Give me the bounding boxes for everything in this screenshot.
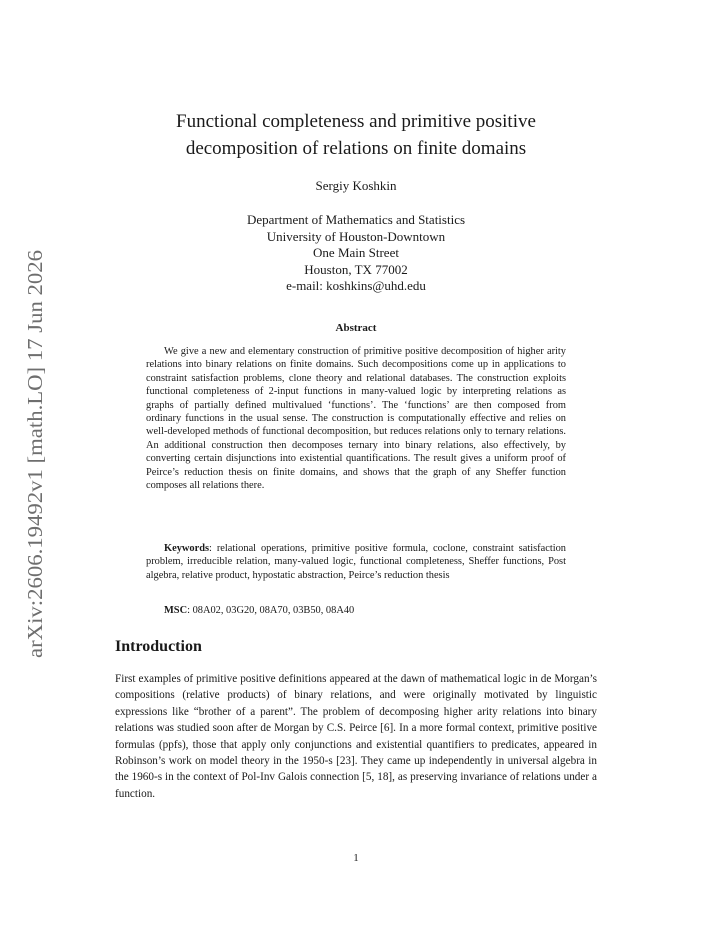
page-number: 1 [353,852,359,864]
affiliation-university: University of Houston-Downtown [266,228,446,244]
affiliation-department: Department of Mathematics and Statistics [246,212,466,227]
msc-line [164,604,566,617]
affiliation-city: Houston, TX 77002 [304,261,408,277]
arxiv-stamp [13,248,53,658]
author-name: Sergiy Koshkin [315,178,397,193]
paper-title-line-2: decomposition of relations on finite domains [185,138,527,159]
keywords-label: Keywords [164,543,210,554]
keywords-text: : relational operations, primitive positive formula, coclone, constraint satisfaction problem, irreducible relation, many-valued logic, functional completeness, Sheffer functions, Post algebra, relative product, hypostatic abstraction, Peirce’s reduction thesis [146,543,566,581]
paper-header [115,108,597,295]
section-heading-introduction: Introduction [115,638,202,655]
affiliation [115,212,597,295]
abstract-heading: Abstract [335,322,377,334]
keywords-paragraph [146,542,566,582]
arxiv-stamp-text: arXiv:2606.19492v1 [math.LO] 17 Jun 2026 [23,281,47,658]
abstract-text: We give a new and elementary construction of primitive positive decomposition of higher arity relations into binary relations on finite domains. Such decompositions come up in applications to constraint satisfaction problems, clone theory and relational databases. The construction exploits functional completeness of 2-input functions in many-valued logic by interpreting relations as graphs of partially defined multivalued ‘functions’. The ‘functions’ are then composed from ordinary functions in the usual sense. The construction is computationally effective and relies on well-developed methods of functional decomposition, but reduces relations only to ternary relations. An additional construction then decomposes ternary into binary relations, also effectively, by converting certain disjunctions into existential quantifications. The result gives a uniform proof of Peirce’s reduction thesis on finite domains, and shows that the graph of any Sheffer function composes all relations there. [146,346,566,492]
introduction-paragraph: First examples of primitive positive definitions appeared at the dawn of mathematical logic in de Morgan’s compositions (relative products) of binary relations, and were originally motivated by linguistic expressions like “brother of a parent”. The problem of decomposing higher arity relations into binary relations was studied soon after de Morgan by C.S. Peirce [6]. In a more formal context, primitive positive formulas (ppfs), those that apply only conjunctions and existential quantifiers to predicates, appeared in Robinson’s work on model theory in the 1950-s [23]. They came up independently in universal algebra in the 1960-s in the context of Pol-Inv Galois connection [5, 18], as preserving invariance of relations under a function. [115,673,597,800]
msc-label: MSC [164,605,188,616]
paper-title-line-1: Functional completeness and primitive positive [176,111,536,132]
affiliation-street: One Main Street [313,245,399,260]
msc-codes: : 08A02, 03G20, 08A70, 03B50, 08A40 [187,605,355,616]
affiliation-email: e-mail: koshkins@uhd.edu [286,278,426,293]
